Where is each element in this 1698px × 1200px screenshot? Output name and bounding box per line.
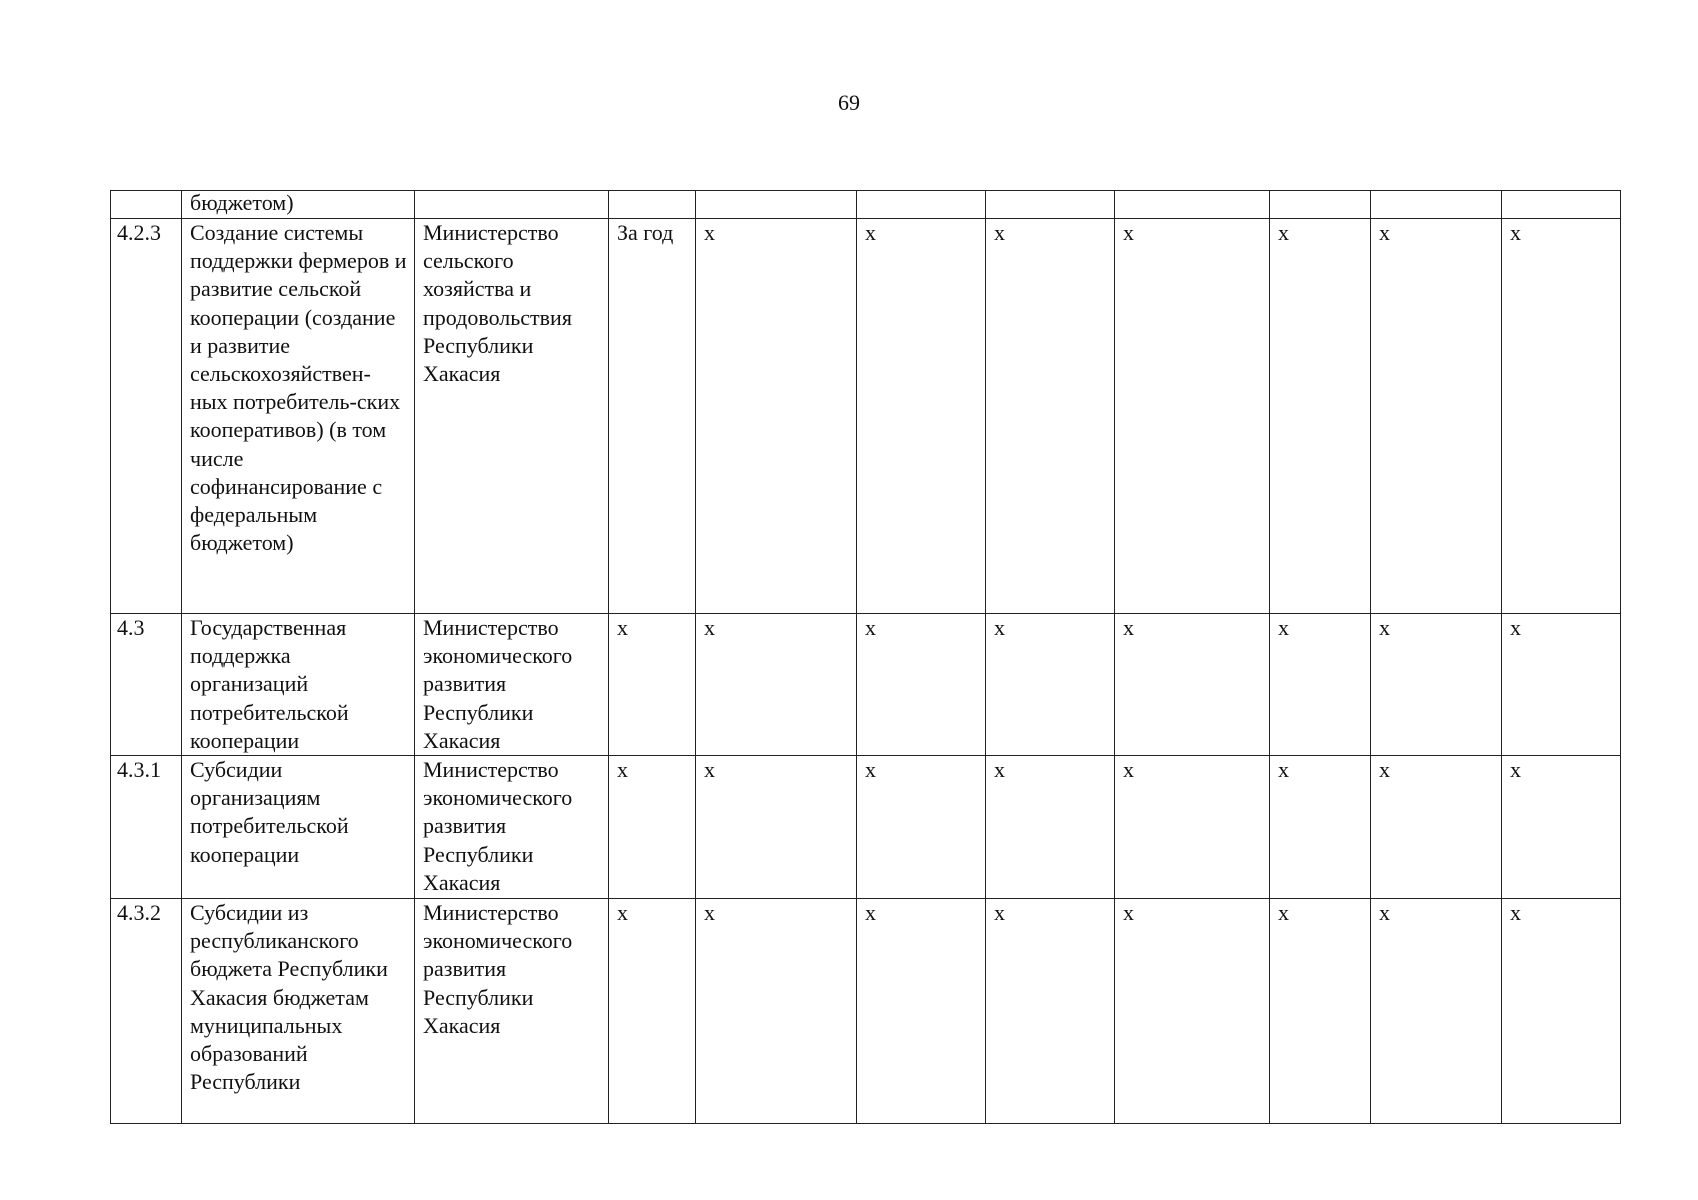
value-cell: x bbox=[1371, 614, 1502, 756]
value-cell: x bbox=[986, 899, 1115, 1124]
value-cell bbox=[1115, 191, 1270, 219]
executor: Министерство сельского хозяйства и продовольствия Республики Хакасия bbox=[415, 219, 609, 614]
value-cell: x bbox=[986, 614, 1115, 756]
value-cell bbox=[1270, 191, 1371, 219]
period: За год bbox=[609, 219, 696, 614]
row-number: 4.3.1 bbox=[111, 756, 182, 899]
value-cell: x bbox=[1371, 219, 1502, 614]
value-cell: x bbox=[1502, 756, 1621, 899]
measure-name: бюджетом) bbox=[182, 191, 415, 219]
period: x bbox=[609, 756, 696, 899]
row-number bbox=[111, 191, 182, 219]
row-number: 4.2.3 bbox=[111, 219, 182, 614]
row-number: 4.3 bbox=[111, 614, 182, 756]
value-cell: x bbox=[1115, 756, 1270, 899]
value-cell: x bbox=[857, 756, 986, 899]
value-cell: x bbox=[986, 219, 1115, 614]
measure-name: Создание системы поддержки фермеров и развитие сельской кооперации (создание и развитие сельскохозяйствен-ных потребитель-ских кооперативов) (в том числе софинансирование с федеральным бюджетом) bbox=[182, 219, 415, 614]
value-cell: x bbox=[696, 614, 857, 756]
value-cell: x bbox=[696, 899, 857, 1124]
value-cell: x bbox=[1371, 899, 1502, 1124]
measure-name: Субсидии из республиканского бюджета Республики Хакасия бюджетам муниципальных образований Республики bbox=[182, 899, 415, 1124]
table-row bbox=[111, 756, 1621, 899]
row-number: 4.3.2 bbox=[111, 899, 182, 1124]
value-cell: x bbox=[1371, 756, 1502, 899]
value-cell: x bbox=[696, 756, 857, 899]
value-cell: x bbox=[857, 614, 986, 756]
table-row bbox=[111, 219, 1621, 614]
value-cell bbox=[857, 191, 986, 219]
table-row bbox=[111, 191, 1621, 219]
executor: Министерство экономического развития Республики Хакасия bbox=[415, 614, 609, 756]
page-number: 69 bbox=[838, 90, 860, 115]
executor: Министерство экономического развития Республики Хакасия bbox=[415, 899, 609, 1124]
value-cell: x bbox=[1502, 899, 1621, 1124]
value-cell: x bbox=[1115, 899, 1270, 1124]
value-cell: x bbox=[696, 219, 857, 614]
value-cell: x bbox=[986, 756, 1115, 899]
table-row bbox=[111, 899, 1621, 1124]
measure-name: Субсидии организациям потребительской кооперации bbox=[182, 756, 415, 899]
value-cell: x bbox=[857, 899, 986, 1124]
period: x bbox=[609, 614, 696, 756]
value-cell: x bbox=[1502, 614, 1621, 756]
program-table bbox=[110, 190, 1621, 1124]
period: x bbox=[609, 899, 696, 1124]
measure-name: Государственная поддержка организаций потребительской кооперации bbox=[182, 614, 415, 756]
value-cell: x bbox=[1115, 614, 1270, 756]
table-row bbox=[111, 614, 1621, 756]
value-cell: x bbox=[1270, 756, 1371, 899]
value-cell bbox=[1371, 191, 1502, 219]
value-cell bbox=[986, 191, 1115, 219]
value-cell bbox=[696, 191, 857, 219]
executor bbox=[415, 191, 609, 219]
value-cell: x bbox=[1270, 899, 1371, 1124]
value-cell: x bbox=[1502, 219, 1621, 614]
period bbox=[609, 191, 696, 219]
value-cell bbox=[1502, 191, 1621, 219]
value-cell: x bbox=[1270, 614, 1371, 756]
value-cell: x bbox=[857, 219, 986, 614]
executor: Министерство экономического развития Республики Хакасия bbox=[415, 756, 609, 899]
value-cell: x bbox=[1270, 219, 1371, 614]
value-cell: x bbox=[1115, 219, 1270, 614]
